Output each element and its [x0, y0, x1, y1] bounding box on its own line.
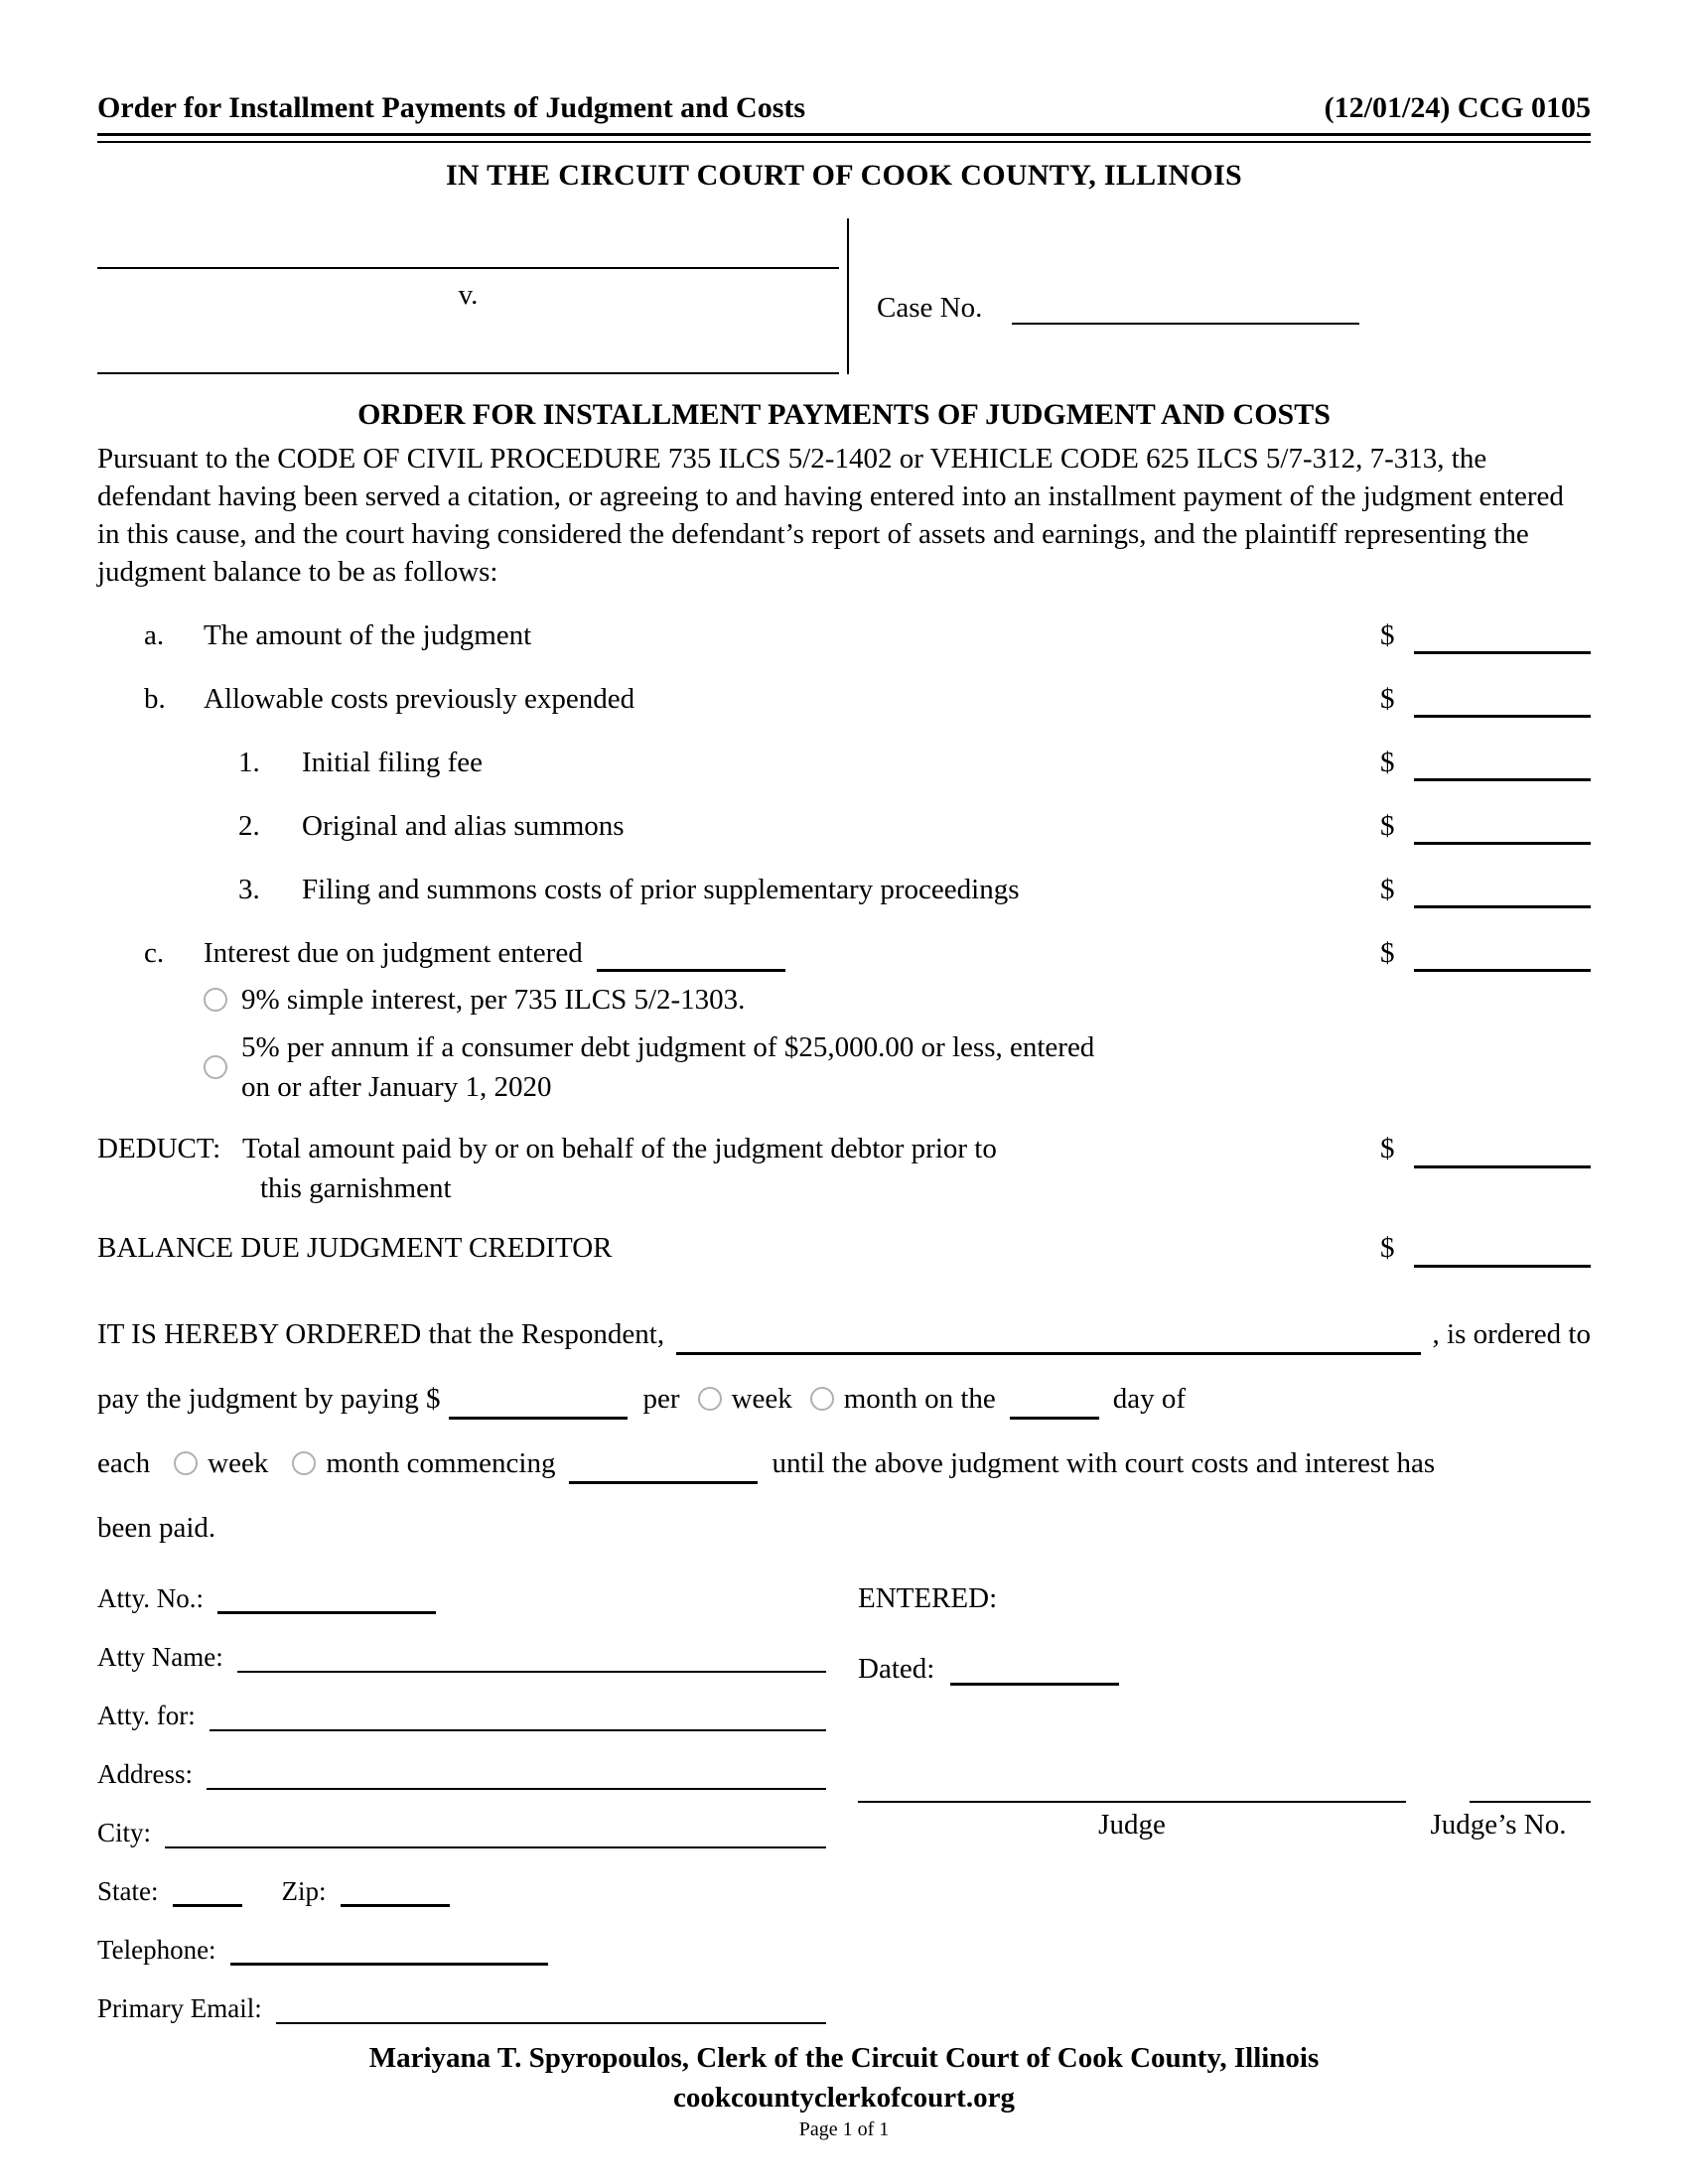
- deduct-text: Total amount paid by or on behalf of the judgment debtor prior to this garnishment: [242, 1133, 997, 1204]
- dollar-sign: $: [1380, 747, 1395, 778]
- zip-label: Zip:: [281, 1876, 327, 1906]
- atty-name-label: Atty Name:: [97, 1642, 223, 1672]
- judge-label: Judge: [1098, 1809, 1166, 1841]
- parties-block: [97, 218, 847, 374]
- order-title: ORDER FOR INSTALLMENT PAYMENTS OF JUDGMENT AND COSTS: [357, 398, 1331, 431]
- amount-field: [1380, 680, 1591, 718]
- state-label: State:: [97, 1876, 159, 1906]
- amount-field: [1380, 934, 1591, 972]
- day-of-line[interactable]: [1010, 1403, 1099, 1420]
- amount-field: [1380, 616, 1591, 654]
- item-label: 1.: [238, 747, 260, 778]
- signature-section: [97, 1582, 1591, 2024]
- page-footer: [97, 2038, 1591, 2141]
- case-no-label: Case No.: [877, 292, 983, 324]
- case-no-input-line[interactable]: [1012, 311, 1359, 325]
- case-number-row: [877, 292, 1591, 325]
- amount-field: [1380, 744, 1591, 781]
- intro-paragraph: Pursuant to the CODE OF CIVIL PROCEDURE 735 ILCS 5/2-1402 or VEHICLE CODE 625 ILCS 5/7-312, 7-313, the defendant having been served a citation, or agreeing to and having entered into an installment payment of the judgment entered in this cause, and the court having considered the defendant’s report of assets and earnings, and the plaintiff representing the judgment balance to be as follows:: [97, 443, 1564, 588]
- amount-line-c[interactable]: [1414, 937, 1591, 972]
- dollar-sign: $: [1380, 683, 1395, 715]
- clerk-line: Mariyana T. Spyropoulos, Clerk of the Circuit Court of Cook County, Illinois: [368, 2042, 1320, 2074]
- form-title: Order for Installment Payments of Judgment and Costs: [97, 91, 806, 124]
- per-month-radio[interactable]: [810, 1387, 834, 1411]
- respondent-name-line[interactable]: [676, 1338, 1420, 1355]
- item-row-b: [97, 680, 1591, 718]
- address-line[interactable]: [207, 1778, 826, 1790]
- interest-option-9pct: [204, 980, 1591, 1020]
- dollar-sign: $: [1380, 874, 1395, 905]
- city-field: [97, 1817, 826, 1848]
- item-text: Filing and summons costs of prior supplementary proceedings: [302, 874, 1020, 905]
- header-rule-thick: [97, 133, 1591, 136]
- city-line[interactable]: [165, 1837, 826, 1848]
- defendant-name-line[interactable]: [97, 372, 839, 374]
- interest-5pct-radio[interactable]: [204, 1055, 227, 1079]
- interest-5pct-label: 5% per annum if a consumer debt judgment of $25,000.00 or less, entered on or after January 1, 2020: [241, 1031, 1095, 1103]
- dollar-sign: $: [1380, 1232, 1395, 1264]
- case-number-block: [847, 218, 1591, 374]
- order-decree: [97, 1313, 1591, 1549]
- dollar-sign: $: [1380, 810, 1395, 842]
- address-label: Address:: [97, 1759, 193, 1789]
- commencing-date-line[interactable]: [569, 1467, 758, 1484]
- judge-number-line[interactable]: [1470, 1801, 1591, 1803]
- telephone-line[interactable]: [230, 1953, 548, 1966]
- item-row-b2: [97, 807, 1591, 845]
- ordered-line-2: pay the judgment by paying $ per week month on the day of: [97, 1378, 1591, 1420]
- amount-line-b1[interactable]: [1414, 747, 1591, 781]
- page-number: Page 1 of 1: [798, 2118, 890, 2140]
- item-text: Initial filing fee: [302, 747, 483, 778]
- atty-no-line[interactable]: [217, 1601, 436, 1614]
- item-label: 3.: [238, 874, 260, 905]
- case-caption: [97, 218, 1591, 374]
- primary-email-line[interactable]: [276, 2012, 826, 2024]
- attorney-block: [97, 1582, 840, 2024]
- address-field: [97, 1758, 826, 1790]
- versus-label: v.: [458, 279, 479, 311]
- dollar-sign: $: [1380, 1133, 1395, 1164]
- item-row-b3: [97, 871, 1591, 908]
- deduct-row: [97, 1129, 1591, 1208]
- amount-line-b3[interactable]: [1414, 874, 1591, 908]
- atty-for-label: Atty. for:: [97, 1701, 196, 1730]
- item-text: Interest due on judgment entered: [204, 937, 583, 969]
- amount-line-b2[interactable]: [1414, 810, 1591, 845]
- dollar-sign: $: [1380, 937, 1395, 969]
- amount-line-deduct[interactable]: [1414, 1134, 1591, 1168]
- telephone-label: Telephone:: [97, 1935, 216, 1965]
- amount-line-b[interactable]: [1414, 683, 1591, 718]
- per-week-radio[interactable]: [698, 1387, 722, 1411]
- atty-no-label: Atty. No.:: [97, 1583, 204, 1613]
- judge-no-label: Judge’s No.: [1430, 1809, 1567, 1841]
- item-text: Allowable costs previously expended: [204, 683, 635, 715]
- item-label: c.: [144, 937, 165, 969]
- state-line[interactable]: [173, 1894, 242, 1907]
- each-week-radio[interactable]: [174, 1451, 198, 1475]
- state-zip-field: [97, 1875, 826, 1907]
- ordered-line-1: IT IS HEREBY ORDERED that the Respondent, , is ordered to: [97, 1313, 1591, 1355]
- primary-email-field: [97, 1992, 826, 2024]
- header-divider: [97, 133, 1591, 143]
- amount-field: [1380, 871, 1591, 908]
- item-label: a.: [144, 619, 165, 651]
- item-text: Original and alias summons: [302, 810, 625, 842]
- zip-line[interactable]: [341, 1894, 450, 1907]
- telephone-field: [97, 1934, 826, 1966]
- balance-label: BALANCE DUE JUDGMENT CREDITOR: [97, 1232, 613, 1264]
- each-month-radio[interactable]: [292, 1451, 316, 1475]
- atty-name-line[interactable]: [237, 1661, 826, 1673]
- form-header: [97, 91, 1591, 125]
- amount-field: [1380, 807, 1591, 845]
- interest-9pct-label: 9% simple interest, per 735 ILCS 5/2-1303.: [241, 984, 746, 1016]
- judgment-entered-date-line[interactable]: [597, 955, 785, 972]
- dated-line[interactable]: [950, 1673, 1119, 1686]
- dated-label: Dated:: [858, 1653, 935, 1685]
- balance-row: [97, 1228, 1591, 1268]
- court-title: IN THE CIRCUIT COURT OF COOK COUNTY, ILLINOIS: [445, 159, 1243, 192]
- item-row-a: [97, 616, 1591, 654]
- primary-email-label: Primary Email:: [97, 1993, 262, 2023]
- atty-no-field: [97, 1582, 826, 1614]
- atty-for-field: [97, 1700, 826, 1731]
- city-label: City:: [97, 1818, 152, 1847]
- form-code: (12/01/24) CCG 0105: [1324, 91, 1591, 124]
- atty-name-field: [97, 1641, 826, 1673]
- item-row-b1: [97, 744, 1591, 781]
- amount-line-a[interactable]: [1414, 619, 1591, 654]
- amount-field: [1380, 1228, 1591, 1268]
- interest-option-5pct: [204, 1027, 1591, 1107]
- item-label: b.: [144, 683, 166, 715]
- dated-field: [858, 1653, 1591, 1686]
- payment-amount-line[interactable]: [449, 1403, 628, 1420]
- entered-label: ENTERED:: [858, 1582, 998, 1614]
- item-label: 2.: [238, 810, 260, 842]
- item-text: The amount of the judgment: [204, 619, 532, 651]
- amount-field: [1380, 1129, 1591, 1168]
- ordered-line-3: each week month commencing until the above judgment with court costs and interest has: [97, 1442, 1591, 1484]
- deduct-label: DEDUCT:: [97, 1133, 221, 1164]
- clerk-website: cookcountyclerkofcourt.org: [673, 2082, 1015, 2114]
- judge-signature-line[interactable]: [858, 1801, 1406, 1803]
- judge-signature-row: [858, 1801, 1591, 1803]
- item-row-c: [97, 934, 1591, 972]
- judge-signature-labels: [858, 1809, 1591, 1842]
- ordered-line-4: been paid.: [97, 1512, 216, 1544]
- atty-for-line[interactable]: [210, 1719, 826, 1731]
- amount-line-balance[interactable]: [1414, 1233, 1591, 1268]
- header-rule-thin: [97, 141, 1591, 143]
- dollar-sign: $: [1380, 619, 1395, 651]
- interest-9pct-radio[interactable]: [204, 988, 227, 1012]
- plaintiff-name-line[interactable]: [97, 267, 839, 269]
- entered-block: [840, 1582, 1591, 2024]
